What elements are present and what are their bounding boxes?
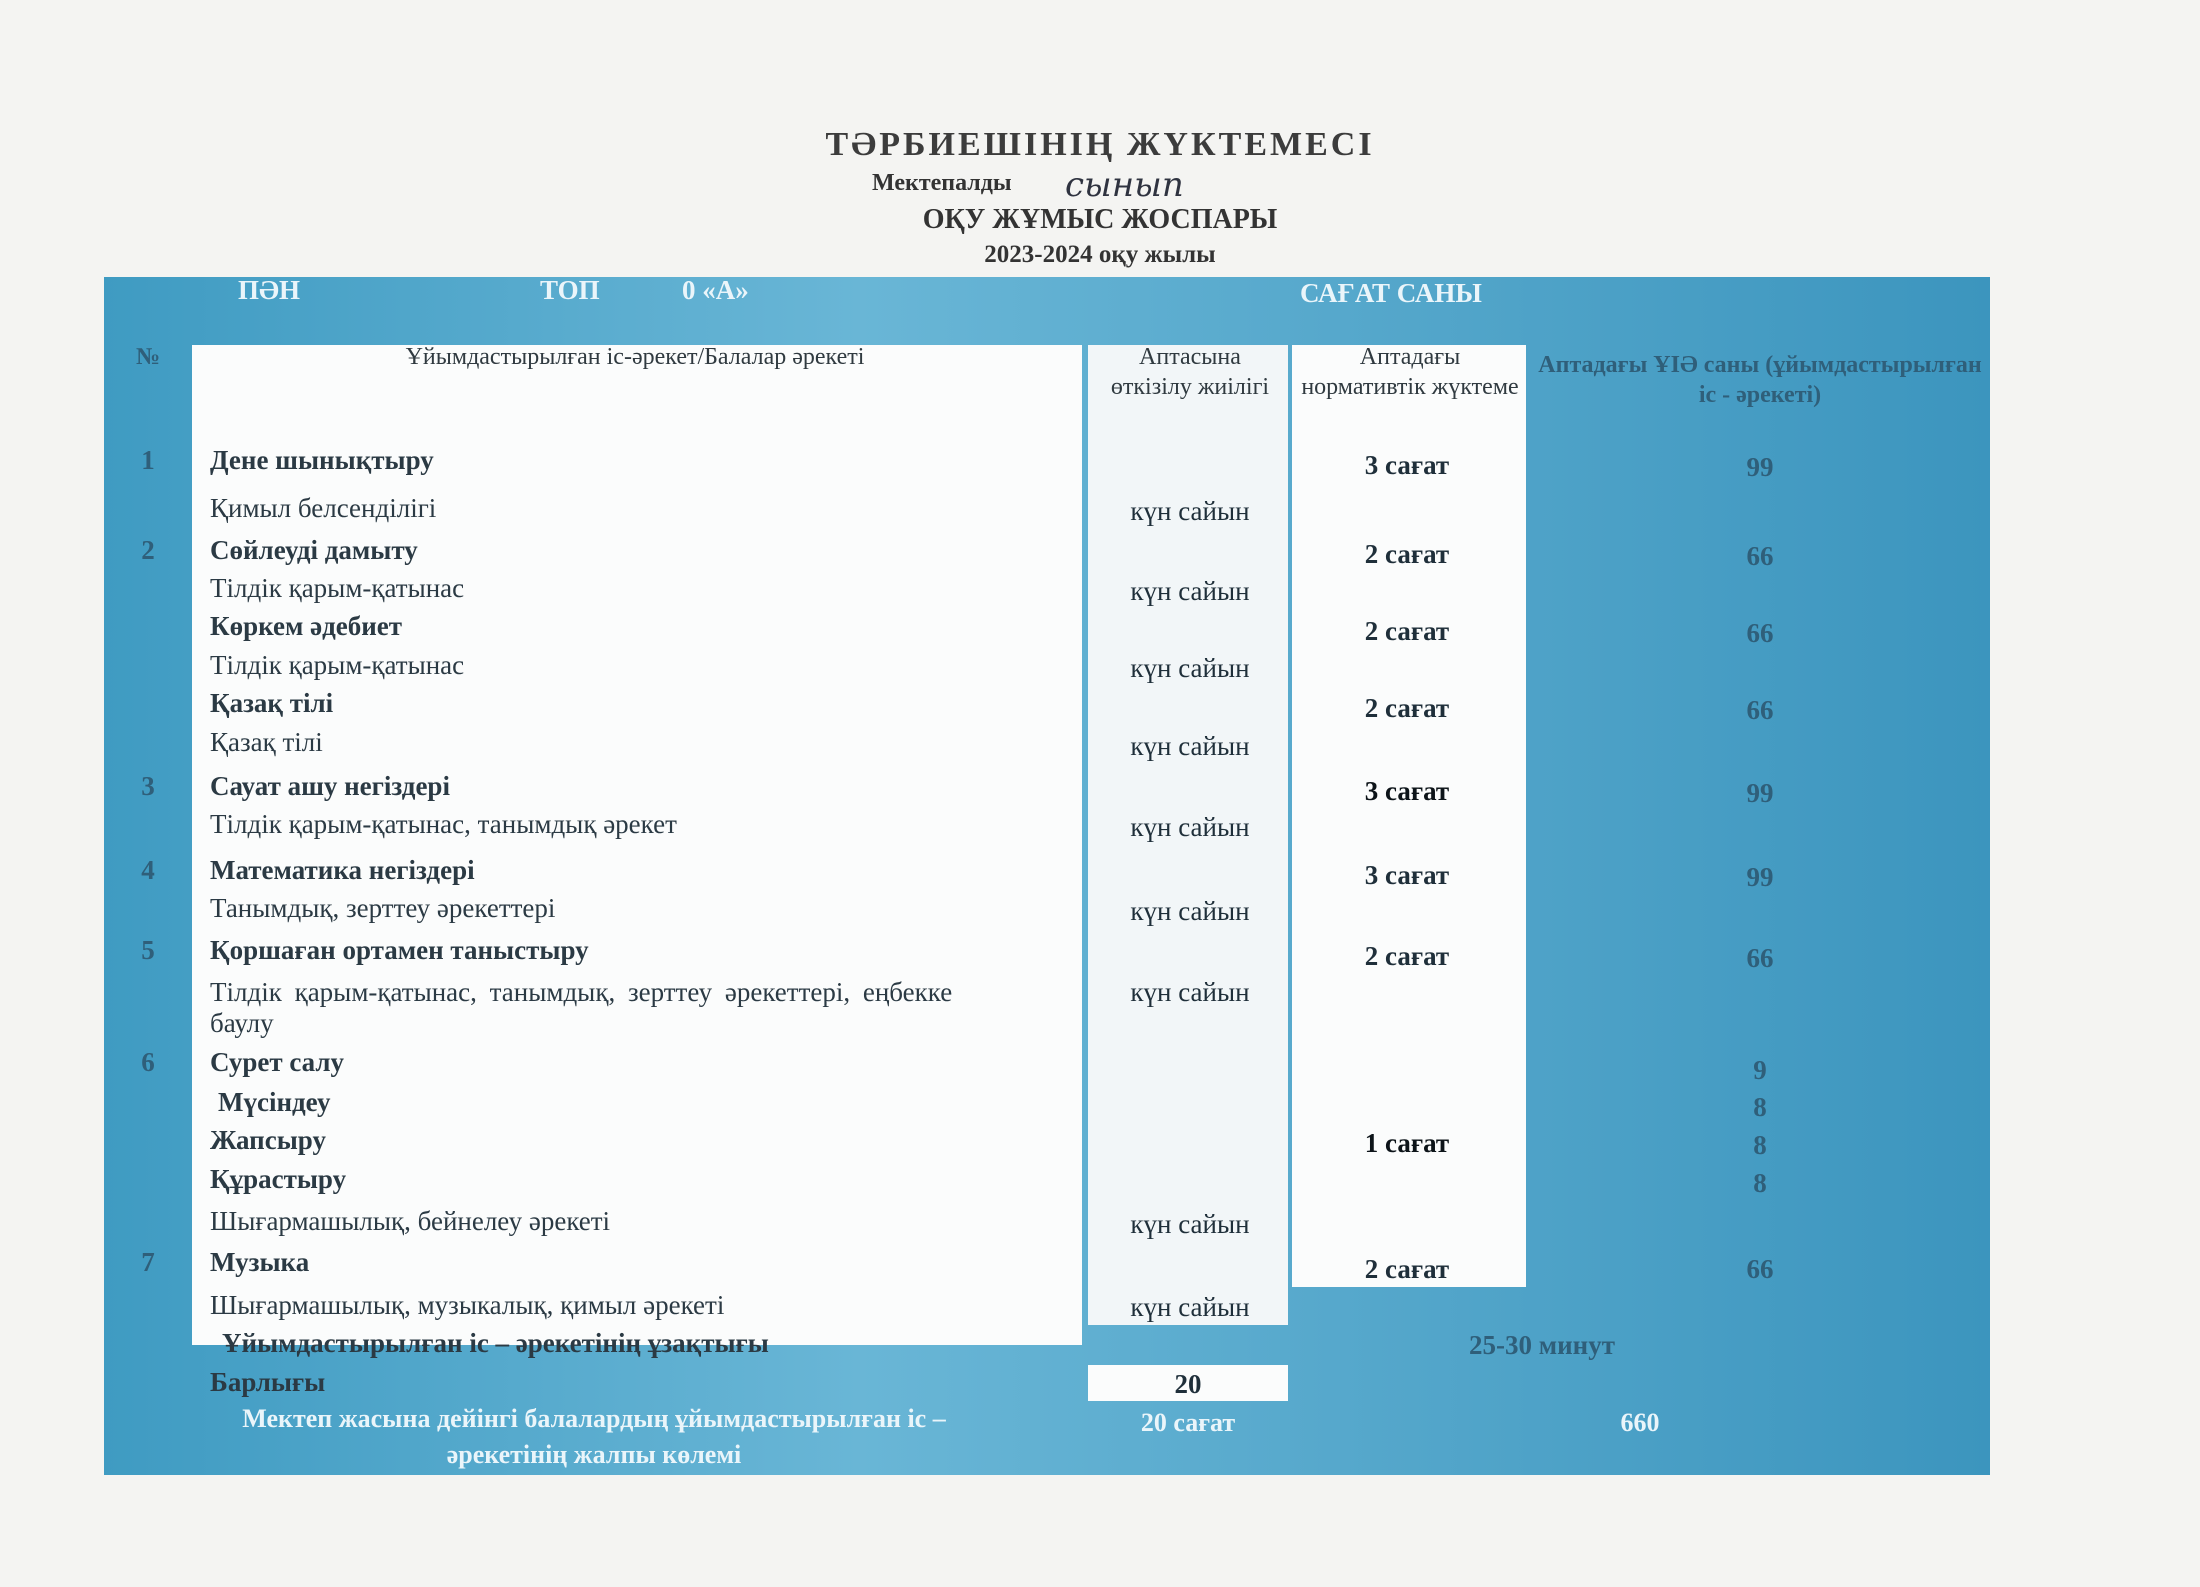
volume-label-continued: әрекетінің жалпы көлемі xyxy=(446,1440,742,1469)
duration-label: Ұйымдастырылған іс – әрекетінің ұзақтығы xyxy=(222,1328,769,1358)
activity-name-continued: баулу xyxy=(210,1008,274,1038)
frequency: күн сайын xyxy=(1130,812,1250,842)
column-activity: Ұйымдастырылған іс-әрекет/Балалар әрекеті xyxy=(405,344,865,370)
row-number: 5 xyxy=(141,935,155,965)
activity-name: Көркем әдебиет xyxy=(210,611,403,641)
column-no: № xyxy=(135,344,161,370)
school-prefix: Мектепалды xyxy=(872,170,1012,196)
column-count: Аптадағы ҰІӘ саны (ұйымдастырылған іс - әрекеті) xyxy=(1538,352,1982,408)
plan-title: ОҚУ ЖҰМЫС ЖОСПАРЫ xyxy=(922,204,1278,235)
activity-name: Мүсіндеу xyxy=(218,1087,331,1117)
activity-name: Қазақ тілі xyxy=(210,727,323,757)
column-load: Аптадағы нормативтік жүктеме xyxy=(1301,344,1519,400)
duration-value: 25-30 минут xyxy=(1468,1330,1615,1360)
frequency: күн сайын xyxy=(1130,731,1250,761)
weekly-load: 2 сағат xyxy=(1364,539,1450,569)
activity-count: 8 xyxy=(1753,1092,1767,1122)
volume-label: Мектеп жасына дейінгі балалардың ұйымдастырылған іс – xyxy=(242,1404,946,1433)
row-number: 3 xyxy=(141,771,155,801)
activity-name: Тілдік қарым-қатынас, танымдық, зерттеу әрекеттері, еңбекке xyxy=(210,977,953,1007)
weekly-load: 2 сағат xyxy=(1364,941,1450,971)
activity-name: Танымдық, зерттеу әрекеттері xyxy=(210,893,556,923)
volume-count: 660 xyxy=(1620,1408,1660,1437)
weekly-load: 2 сағат xyxy=(1364,616,1450,646)
weekly-load: 3 сағат xyxy=(1364,450,1450,480)
activity-name: Қазақ тілі xyxy=(210,688,334,718)
frequency: күн сайын xyxy=(1130,496,1250,526)
activity-count: 8 xyxy=(1753,1168,1767,1198)
frequency: күн сайын xyxy=(1130,1209,1250,1239)
handwritten-note: сынып xyxy=(1065,165,1184,205)
total-label: Барлығы xyxy=(210,1367,326,1397)
activity-name: Сауат ашу негіздері xyxy=(210,771,450,801)
activity-name: Шығармашылық, музыкалық, қимыл әрекеті xyxy=(210,1290,725,1320)
academic-year: 2023-2024 оқу жылы xyxy=(984,241,1216,268)
activity-name: Музыка xyxy=(210,1247,310,1277)
hours-header: САҒАТ САНЫ xyxy=(1300,278,1482,308)
weekly-load: 1 сағат xyxy=(1364,1128,1450,1158)
weekly-load: 3 сағат xyxy=(1364,860,1450,890)
activity-count: 66 xyxy=(1746,943,1774,973)
activity-count: 99 xyxy=(1746,778,1774,808)
row-number: 1 xyxy=(141,445,155,475)
frequency: күн сайын xyxy=(1130,576,1250,606)
frequency: күн сайын xyxy=(1130,653,1250,683)
subject-header: ПӘН xyxy=(238,275,300,305)
row-number: 2 xyxy=(141,535,155,565)
group-value: 0 «А» xyxy=(682,275,749,305)
frequency: күн сайын xyxy=(1130,896,1250,926)
row-number: 7 xyxy=(141,1247,155,1277)
activity-count: 9 xyxy=(1753,1055,1767,1085)
document-title: ТӘРБИЕШІНІҢ ЖҮКТЕМЕСІ xyxy=(825,126,1375,163)
weekly-load: 2 сағат xyxy=(1364,693,1450,723)
group-header: ТОП xyxy=(540,275,600,305)
weekly-load: 3 сағат xyxy=(1364,776,1450,806)
weekly-load: 2 сағат xyxy=(1364,1254,1450,1284)
activity-name: Математика негіздері xyxy=(210,855,475,885)
activity-count: 66 xyxy=(1746,695,1774,725)
activity-count: 66 xyxy=(1746,1254,1774,1284)
activity-count: 99 xyxy=(1746,452,1774,482)
activity-name: Сөйлеуді дамыту xyxy=(210,535,418,565)
activity-name: Құрастыру xyxy=(210,1164,347,1194)
activity-name: Жапсыру xyxy=(210,1125,326,1155)
frequency: күн сайын xyxy=(1130,977,1250,1007)
activity-name: Шығармашылық, бейнелеу әрекеті xyxy=(210,1206,611,1236)
column-frequency: Аптасына өткізілу жиілігі xyxy=(1110,344,1270,400)
activity-count: 8 xyxy=(1753,1130,1767,1160)
activity-name: Қоршаған ортамен таныстыру xyxy=(210,935,589,965)
frequency: күн сайын xyxy=(1130,1292,1250,1322)
row-number: 4 xyxy=(141,855,155,885)
volume-hours: 20 сағат xyxy=(1140,1408,1236,1437)
activity-name: Тілдік қарым-қатынас, танымдық әрекет xyxy=(210,809,677,839)
activity-name: Тілдік қарым-қатынас xyxy=(210,573,465,603)
activity-name: Дене шынықтыру xyxy=(210,445,434,475)
row-number: 6 xyxy=(141,1047,155,1077)
activity-name: Сурет салу xyxy=(210,1047,345,1077)
activity-name: Қимыл белсенділігі xyxy=(210,493,437,523)
activity-name: Тілдік қарым-қатынас xyxy=(210,650,465,680)
activity-count: 66 xyxy=(1746,618,1774,648)
total-value: 20 xyxy=(1174,1369,1202,1399)
activity-count: 66 xyxy=(1746,541,1774,571)
activity-count: 99 xyxy=(1746,862,1774,892)
